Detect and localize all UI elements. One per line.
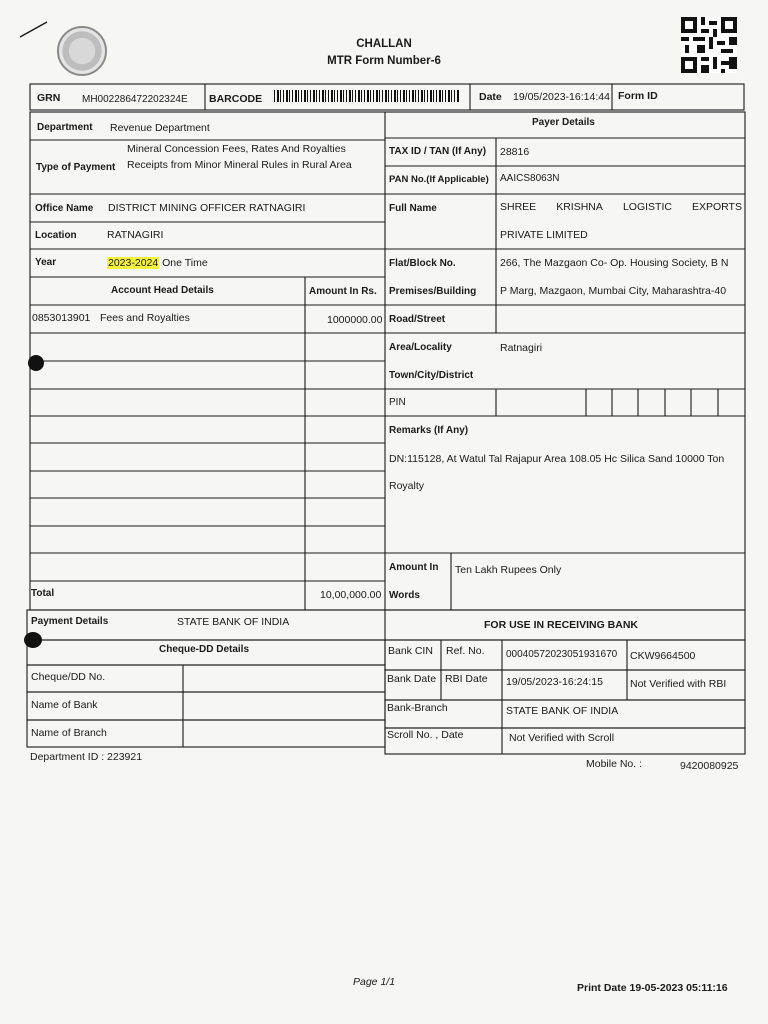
department-label: Department	[37, 122, 93, 133]
government-seal-icon	[57, 26, 107, 76]
year-suffix: One Time	[162, 257, 208, 269]
scroll-value: Not Verified with Scroll	[509, 732, 615, 744]
barcode-label: BARCODE	[209, 93, 263, 105]
type-of-payment-label: Type of Payment	[36, 162, 116, 173]
words-label: Words	[389, 590, 420, 601]
premises-value: P Marg, Mazgaon, Mumbai City, Maharashtra-40	[500, 285, 727, 297]
account-amount: 1000000.00	[327, 314, 383, 326]
cheque-dd-heading: Cheque-DD Details	[159, 644, 250, 655]
location-value: RATNAGIRI	[107, 229, 164, 241]
type-line-1: Mineral Concession Fees, Rates And Royalties	[127, 143, 346, 155]
document-subtitle: MTR Form Number-6	[327, 55, 441, 67]
office-name-value: DISTRICT MINING OFFICER RATNAGIRI	[108, 202, 306, 214]
remarks-label: Remarks (If Any)	[389, 425, 469, 436]
flat-value: 266, The Mazgaon Co- Op. Housing Society, B N	[500, 257, 729, 269]
full-name-line-2: PRIVATE LIMITED	[500, 229, 588, 241]
amount-label: Amount In Rs.	[309, 286, 377, 297]
pin-label: PIN	[389, 397, 406, 408]
amount-words: Ten Lakh Rupees Only	[455, 564, 562, 576]
mobile-label: Mobile No. :	[586, 758, 643, 770]
bank-branch-value: STATE BANK OF INDIA	[506, 705, 619, 717]
tax-label: TAX ID / TAN (If Any)	[389, 146, 487, 157]
remarks-line-2: Royalty	[389, 480, 425, 492]
cheque-label: Cheque/DD No.	[31, 671, 106, 683]
bank-date-label: Bank Date	[387, 673, 437, 685]
tax-value: 28816	[500, 146, 530, 158]
area-value: Ratnagiri	[500, 342, 543, 354]
account-desc: Fees and Royalties	[100, 312, 190, 324]
date-value: 19/05/2023-16:14:44	[513, 91, 610, 103]
form-id-label: Form ID	[618, 90, 658, 102]
payment-details-label: Payment Details	[31, 616, 109, 627]
amount-in-label: Amount In	[389, 562, 439, 573]
payment-bank-name: STATE BANK OF INDIA	[177, 616, 290, 628]
pan-value: AAICS8063N	[500, 173, 560, 184]
road-label: Road/Street	[389, 314, 446, 325]
full-name-word: LOGISTIC	[622, 201, 672, 213]
location-label: Location	[35, 230, 77, 241]
bank-cin-label: Bank CIN	[388, 645, 433, 657]
page-number: Page 1/1	[353, 976, 396, 988]
year-value: 2023-2024	[108, 257, 159, 269]
premises-label: Premises/Building	[389, 286, 477, 297]
account-code: 0853013901	[32, 312, 91, 324]
payer-details-heading: Payer Details	[532, 117, 595, 128]
total-value: 10,00,000.00	[320, 589, 382, 601]
bank-cin-value: CKW9664500	[630, 650, 696, 662]
ink-blot	[24, 632, 42, 648]
barcode-icon	[274, 90, 460, 102]
town-label: Town/City/District	[389, 370, 474, 381]
print-date: Print Date 19-05-2023 05:11:16	[577, 982, 728, 994]
ref-no-value: 00040572023051931670	[506, 649, 618, 660]
grn-label: GRN	[37, 92, 61, 104]
scroll-label: Scroll No. , Date	[387, 729, 464, 741]
ref-no-label: Ref. No.	[446, 645, 485, 657]
flat-label: Flat/Block No.	[389, 258, 456, 269]
remarks-line-1: DN:115128, At Watul Tal Rajapur Area 108.05 Hc Silica Sand 10000 Ton	[389, 453, 725, 465]
full-name-line-1	[500, 201, 742, 213]
name-of-bank-label: Name of Bank	[31, 699, 98, 711]
pan-label: PAN No.(If Applicable)	[389, 174, 489, 185]
full-name-word: KRISHNA	[556, 201, 603, 213]
area-label: Area/Locality	[389, 342, 452, 353]
date-label: Date	[479, 91, 502, 103]
rbi-verification-value: Not Verified with RBI	[630, 678, 727, 690]
document-title: CHALLAN	[356, 38, 412, 50]
department-value: Revenue Department	[110, 122, 210, 134]
full-name-word: EXPORTS	[691, 201, 742, 213]
grn-value: MH002286472202324E	[82, 94, 188, 105]
bank-date-value: 19/05/2023-16:24:15	[506, 676, 603, 688]
rbi-date-label: RBI Date	[445, 673, 488, 685]
total-label: Total	[31, 588, 55, 599]
year-label: Year	[35, 257, 57, 268]
ink-blot	[28, 355, 44, 371]
type-line-2: Receipts from Minor Mineral Rules in Rural Area	[127, 159, 352, 171]
year-field	[107, 257, 208, 269]
receiving-bank-heading: FOR USE IN RECEIVING BANK	[484, 619, 639, 631]
bank-branch-label: Bank-Branch	[387, 702, 448, 714]
full-name-word: SHREE	[500, 201, 537, 213]
department-id: Department ID : 223921	[30, 751, 143, 763]
account-head-label: Account Head Details	[111, 285, 214, 296]
name-of-branch-label: Name of Branch	[31, 727, 107, 739]
full-name-label: Full Name	[389, 203, 437, 214]
mobile-value: 9420080925	[680, 760, 739, 772]
office-name-label: Office Name	[35, 203, 94, 214]
